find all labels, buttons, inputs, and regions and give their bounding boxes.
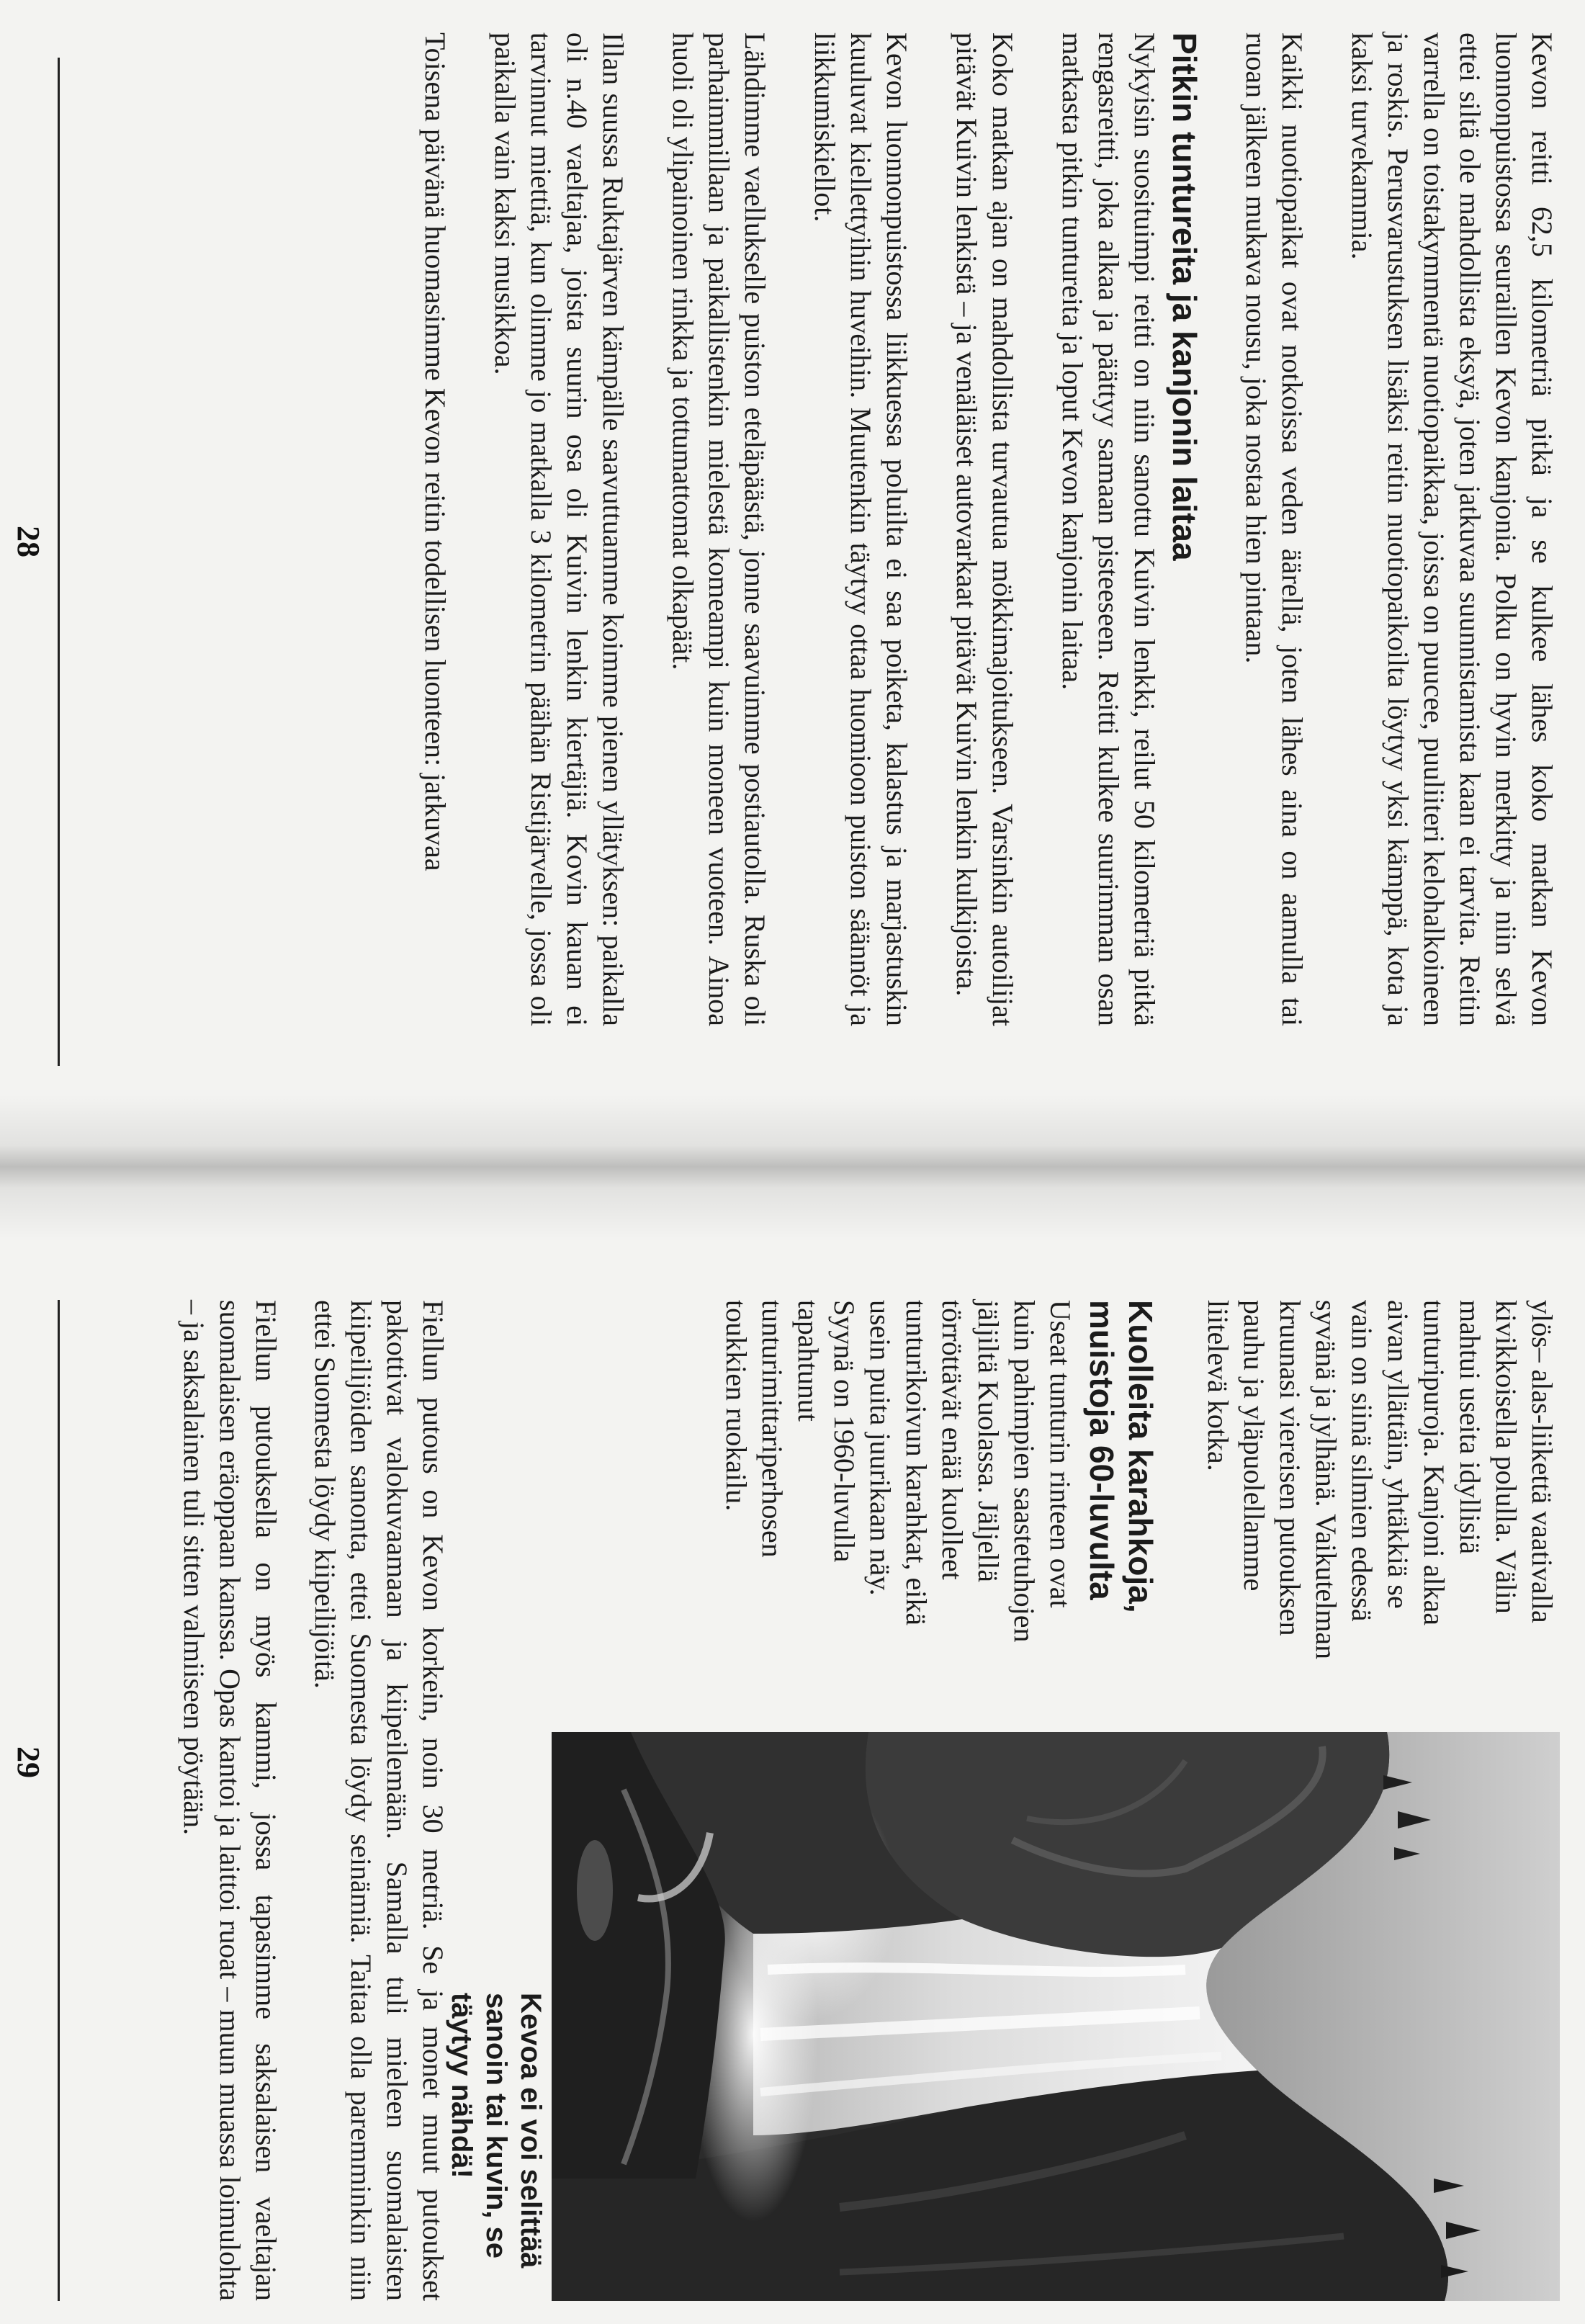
paragraph-cabins: Koko matkan ajan on mahdollista turvautua mökkimajoitukseen. Varsinkin autoilijat pitävät Kuivin lenkistä – ja venäläiset autovarkaat pitävät Kuivin lenkin kulkijoista. (951, 32, 1019, 1026)
paragraph-canyon: ylös– alas-liikettä vaativalla kivikkoisella polulla. Välin mahtui useita idyllisiä tunturipuroja. Kanjoni alkaa aivan yllättäin, yhtäkkiä se vain on siinä silmien edessä syvänä ja jylhänä. Vaikutelman kruunasi viereisen putouksen pauhu ja yläpuolellamme liitelevä kotka. (1202, 1300, 1558, 1660)
paragraph-start: Lähdimme vaellukselle puiston eteläpäästä, jonne saavuimme postiautolla. Ruska oli parhaimmillaan ja paikallistenkin mielestä komeampi kuin moneen vuoteen. Ainoa huoli oli ylipainoinen rinkka ja tottumattomat olkapäät. (667, 32, 771, 1026)
paragraph-german-hiker: Fiellun putouksella on myös kammi, jossa tapasimme saksalaisen vaeltajan suomalaisen eräoppaan kanssa. Opas kantoi ja laittoi ruoat – muun muassa loimulohta – ja saksalainen tuli sitten valmiiseen pöytään. (178, 1300, 282, 2301)
right-narrow-column (552, 1300, 1560, 1660)
waterfall-photo (552, 1732, 1560, 2301)
paragraph-dead-birches: Useat tunturin rinteen ovat kuin pahimpien saastetuhojen jäljiltä Kuolassa. Jäljellä törröttävät enää kuolleet tunturikoivun karahkat, eikä usein puita juurikaan näy. Syynä on 1960-luvulla tapahtunut tunturimittariperhosen toukkien ruokailu. (720, 1300, 1077, 1643)
right-page-lower-text (153, 1300, 451, 2301)
left-page-text (91, 32, 1560, 1026)
paragraph-kuivi-loop: Nykyisin suosituimpi reitti on niin sanottu Kuivin lenkki, reilut 50 kilometriä pitkä rengasreitti, joka alkaa ja päättyy samaan pisteeseen. Reitti kulkee suurimman osan matkasta pitkin tuntureita ja loput Kevon kanjonin laitaa. (1056, 32, 1161, 1026)
page-number-29: 29 (11, 1746, 46, 1778)
paragraph-ruktajarvi: Illan suussa Ruktajärven kämpälle saavuttuamme koimme pienen yllätyksen: paikalla oli n.40 vaeltajaa, joista suurin osa oli Kuivin lenkin kiertäjiä. Kovin kauan ei tarvinnut miettiä, kun olimme jo matkalla 3 kilometrin päähän Ristijärvelle, jossa oli paikalla vain kaksi musikkoa. (489, 32, 629, 1026)
page-29 (0, 1199, 1585, 2324)
footer-rule-right (58, 1300, 60, 2301)
page-28 (0, 0, 1585, 1127)
footer-rule-left (58, 58, 60, 1066)
section-heading-left: Pitkin tuntureita ja kanjonin laitaa (1166, 32, 1203, 561)
photo-caption: Kevoa ei voi selittää sanoin tai kuvin, se täytyy nähdä! (446, 1993, 547, 2269)
paragraph-intro: Kevon reitti 62,5 kilometriä pitkä ja se kulkee lähes koko matkan Kevon luonnonpuistossa seuraillen Kevon kanjonia. Polku on hyvin merkitty ja niin selvä ettei siltä ole mahdollista eksyä, joten jatkuvaa suunnistamista kaan ei tarvita. Reitin varrella on toistakymmentä nuotiopaikkaa, joissa on puucee, puuliiteri kelohalkoineen ja roskis. Perusvarustuksen lisäksi reitin nuotiopaikoilta löytyy yksi kämppä, kota ja kaksi turvekammia. (1346, 32, 1558, 1026)
paragraph-campfires: Kaikki nuotiopaikat ovat notkoissa veden äärellä, joten lähes aina on aamulla tai ruoan jälkeen mukava nousu, joka nostaa hien pintaan. (1240, 32, 1308, 1026)
paragraph-fiellu-falls: Fiellun putous on Kevon korkein, noin 30 metriä. Se ja monet muut putoukset pakottivat valokuvaamaan ja kiipeilemään. Samalla tuli mieleen suomalaisten kiipeilijöiden sanonta, ettei Suomesta löydy seinämiä. Taitaa olla paremminkin niin ettei Suomesta löydy kiipeilijöitä. (309, 1300, 449, 2301)
section-heading-right: Kuolleita karahkoja, muistoja 60-luvulta (1083, 1300, 1159, 1613)
waterfall-photo-illustration (552, 1732, 1560, 2301)
paragraph-rules: Kevon luonnonpuistossa liikkuessa poluilta ei saa poiketa, kalastus ja marjastuskin kuuluvat kiellettyihin huveihin. Muutenkin täytyy ottaa huomioon puiston säännöt ja liikkumiskiellot. (809, 32, 913, 1026)
paragraph-second-day: Toisena päivänä huomasimme Kevon reitin todellisen luonteen: jatkuvaa (419, 32, 452, 871)
page-number-28: 28 (11, 526, 46, 557)
